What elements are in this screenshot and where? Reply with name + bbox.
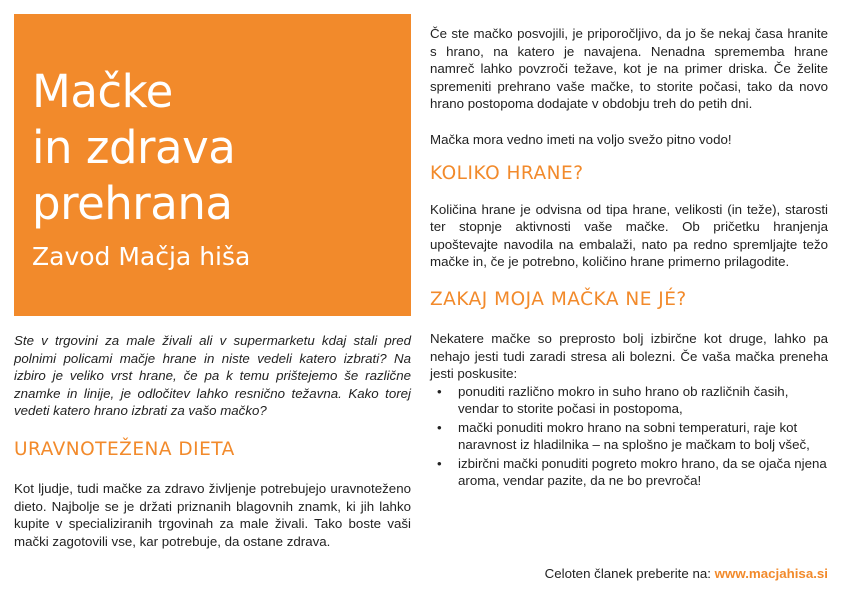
title-line-2: in zdrava (32, 121, 236, 174)
list-item (437, 455, 828, 490)
title-line-3: prehrana (32, 177, 233, 230)
heading-how-much-food: KOLIKO HRANE? (430, 163, 584, 184)
title-line-1: Mačke (32, 65, 173, 118)
subtitle-organization: Zavod Mačja hiša (32, 242, 251, 271)
bullet-icon: • (437, 455, 442, 471)
footer-text: Celoten članek preberite na: (544, 566, 711, 581)
balanced-diet-paragraph: Kot ljudje, tudi mačke za zdravo življenje potrebujejo uravnoteženo dieto. Najbolje se je držati priznanih blagovnih znamk, ki jih lahko kupite v specializiranih trgovinah za male živali. Tako boste vaši mački zagotovili vse, kar potrebuje, da ostane zdrava. (14, 481, 411, 549)
title-banner (14, 14, 411, 316)
heading-balanced-diet: URAVNOTEŽENA DIETA (14, 438, 235, 460)
bullet-icon: • (437, 419, 442, 435)
intro-paragraph: Ste v trgovini za male živali ali v supermarketu kdaj stali pred polnimi policami mačje hrane in niste vedeli katero izbrati? Na izbiro je veliko vrst hrane, če pa k temu prištejemo še različne znamke in linije, je odločitev lahko resnično težavna. Kako torej vedeti katero hrano izbrati za vašo mačko? (14, 333, 411, 418)
website-link[interactable]: www.macjahisa.si (714, 566, 828, 581)
tips-list (430, 383, 828, 490)
right-column (430, 25, 828, 491)
not-eating-paragraph: Nekatere mačke so preprosto bolj izbirčne kot druge, lahko pa nehajo jesti tudi zaradi stresa ali bolezni. Če vaša mačka preneha jesti poskusite: (430, 331, 828, 381)
list-item-text: mački ponuditi mokro hrano na sobni temperaturi, raje kot naravnost iz hladilnika – na splošno je mačkam to bolj všeč, (458, 419, 810, 452)
list-item (437, 419, 828, 454)
heading-why-not-eating: ZAKAJ MOJA MAČKA NE JÉ? (430, 288, 687, 310)
footer (430, 566, 828, 581)
bullet-icon: • (437, 383, 442, 399)
list-item-text: ponuditi različno mokro in suho hrano ob različnih časih, vendar to storite počasi in postopoma, (458, 383, 789, 416)
adoption-food-paragraph: Če ste mačko posvojili, je priporočljivo, da jo še nekaj časa hranite s hrano, na katero je navajena. Nenadna sprememba hrane namreč lahko povzroči težave, kot je na primer driska. Če želite spremeniti prehrano vaše mačke, to storite počasi, tako da novo hrano postopoma dodajate v obdobju treh do petih dni. (430, 26, 828, 111)
left-column (14, 332, 411, 550)
list-item (437, 383, 828, 418)
water-paragraph: Mačka mora vedno imeti na voljo svežo pitno vodo! (430, 131, 732, 147)
food-amount-paragraph: Količina hrane je odvisna od tipa hrane, velikosti (in teže), starosti ter stopnje aktivnosti vaše mačke. Ob pričetku hranjenja upoštevajte navodila na embalaži, nato pa redno spremljajte težo mačke in, če je potrebno, količino hrane primerno prilagodite. (430, 201, 828, 269)
list-item-text: izbirčni mački ponuditi pogreto mokro hrano, da se ojača njena aroma, vendar pazite, da ne bo prevroča! (458, 455, 827, 488)
